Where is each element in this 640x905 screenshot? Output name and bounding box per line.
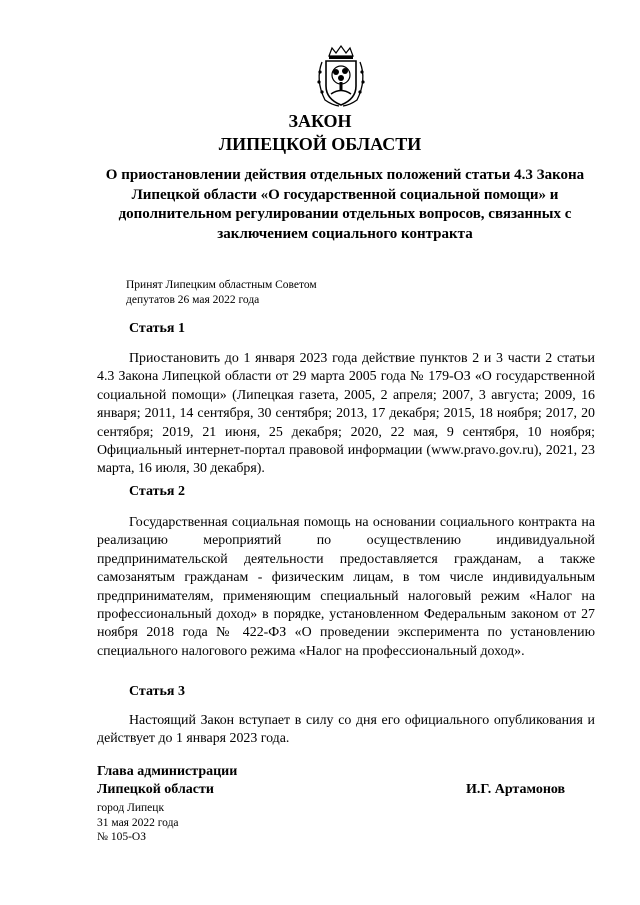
law-subject-title: О приостановлении действия отдельных положений статьи 4.3 Закона Липецкой области «О государственной социальной помощи» и дополнительном регулировании отдельных вопросов, связанных с заключением социального контракта <box>105 167 585 242</box>
law-date: 31 мая 2022 года <box>97 816 179 829</box>
region-title: ЛИПЕЦКОЙ ОБЛАСТИ <box>218 134 422 154</box>
article-2-heading: Статья 2 <box>129 484 185 499</box>
signatory-name: И.Г. Артамонов <box>466 782 566 797</box>
document-type-title: ЗАКОН <box>288 111 352 131</box>
article-3-text: Настоящий Закон вступает в силу со дня его официального опубликования и действует до 1 января 2023 года. <box>97 713 595 747</box>
law-details <box>97 801 179 845</box>
adoption-note <box>126 278 317 307</box>
law-city: город Липецк <box>97 802 165 814</box>
article-2-text: Государственная социальная помощь на основании социального контракта на реализацию мероприятий по осуществлению индивидуальной предпринимательской деятельности предоставляется гражданам, а также самозанятым гражданам - физическим лицам, в том числе индивидуальным предпринимателям, применяющим специальный налоговый режим «Налог на профессиональный доход» в порядке, установленном Федеральным законом от 27 ноября 2018 года № 422-ФЗ «О проведении эксперимента по установлению специального налогового режима «Налог на профессиональный доход». <box>97 515 595 659</box>
signatory-title-line: Липецкой области <box>97 782 214 797</box>
adoption-line: Принят Липецким областным Советом <box>126 279 317 291</box>
coat-of-arms-icon <box>312 44 370 108</box>
article-3-heading: Статья 3 <box>129 684 185 699</box>
law-number: № 105-ОЗ <box>97 831 146 843</box>
article-1-heading: Статья 1 <box>129 321 185 336</box>
signatory-title-line: Глава администрации <box>97 764 238 779</box>
article-1-text: Приостановить до 1 января 2023 года действие пунктов 2 и 3 части 2 статьи 4.3 Закона Липецкой области от 29 марта 2005 года № 179-ОЗ «О государственной социальной помощи» (Липецкая газета, 2005, 2 апреля; 2007, 3 августа; 2009, 16 января; 2011, 14 сентября, 30 сентября; 2013, 17 декабря; 2015, 18 ноября; 2017, 20 сентября; 2019, 21 июня, 25 декабря; 2020, 22 мая, 9 сентября, 10 ноября; Официальный интернет-портал правовой информации (www.pravo.gov.ru), 2021, 23 марта, 16 июля, 30 декабря). <box>97 351 595 477</box>
signatory-title <box>97 763 237 799</box>
adoption-line: депутатов 26 мая 2022 года <box>126 293 260 306</box>
